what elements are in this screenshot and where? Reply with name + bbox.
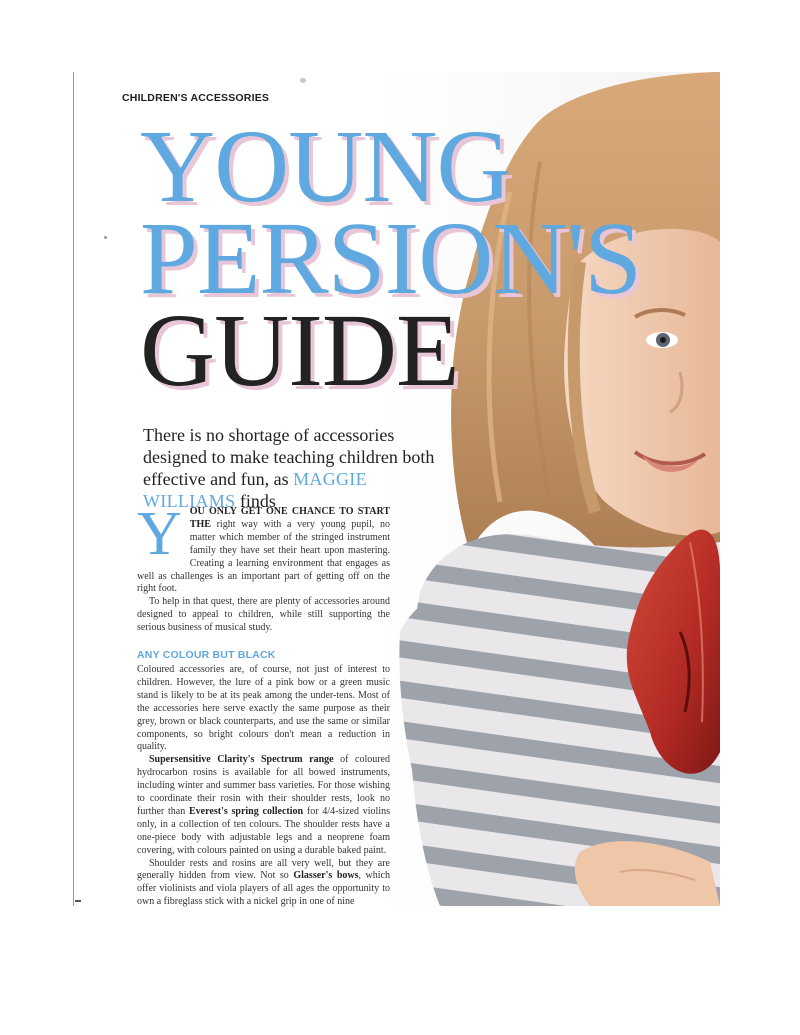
section-label: CHILDREN'S ACCESSORIES: [122, 92, 270, 104]
standfirst-suffix: finds: [239, 491, 276, 511]
drop-cap: Y: [137, 500, 182, 568]
scan-speck: [104, 236, 107, 239]
article-paragraph: To help in that quest, there are plenty of accessories around designed to appeal to children, while still supporting the serious business of musical study.: [137, 596, 390, 634]
author-name: MAGGIE WILLIAMS: [143, 469, 367, 511]
standfirst-text: There is no shortage of accessories designed to make teaching children both effective and fun, as: [143, 425, 435, 489]
product-name: Glasser's bows: [293, 870, 359, 882]
paragraph-text: , which offer violinists and viola players of all ages the opportunity to own a fibreglass stick with a nickel grip in one of nine: [137, 870, 390, 908]
article-paragraph: [137, 858, 390, 910]
headline-line-2: PERSION'S: [140, 201, 641, 316]
article-paragraph: Coloured accessories are, of course, not just of interest to children. However, the lure of a pink bow or a green music stand is likely to be at its peak among the under-tens. Most of the accessories here serve exactly the same purpose as their grey, brown or black counterparts, and use the same or similar components, so bright colours don't mean a reduction in quality.: [137, 663, 390, 753]
headline-line-1: YOUNG: [140, 109, 511, 224]
lead-in-caps: OU ONLY GET ONE CHANCE TO START THE: [189, 506, 390, 530]
headline-line-3: GUIDE: [140, 293, 459, 408]
article-paragraph: [137, 754, 390, 857]
paragraph-text: right way with a very young pupil, no matter which member of the stringed instrument family they have set their heart upon mastering. Creating a learning environment that engages as well as challenges is an important part of getting off on the right foot.: [137, 518, 390, 595]
section-subhead: ANY COLOUR BUT BLACK: [137, 649, 276, 662]
scan-speck: [300, 78, 306, 83]
paragraph-text: Shoulder rests and rosins are all very well, but they are generally hidden from view. Not so: [137, 857, 390, 882]
paragraph-text: for 4/4-sized violins only, in a collection of ten colours. The shoulder rests have a one-piece body with adjustable legs and a neoprene foam covering, with colours painted on using a durable baked paint.: [137, 805, 390, 856]
scan-mark: [75, 900, 81, 902]
product-name: Supersensitive Clarity's Spectrum range: [149, 754, 334, 766]
headline: [140, 109, 641, 408]
paragraph-text: of coloured hydrocarbon rosins is available for all bowed instruments, including winter and summer bass varieties. For those wishing to coordinate their rosin with their shoulder rests, look no further than: [137, 754, 390, 817]
standfirst: [143, 424, 443, 512]
product-name: Everest's spring collection: [189, 805, 304, 817]
